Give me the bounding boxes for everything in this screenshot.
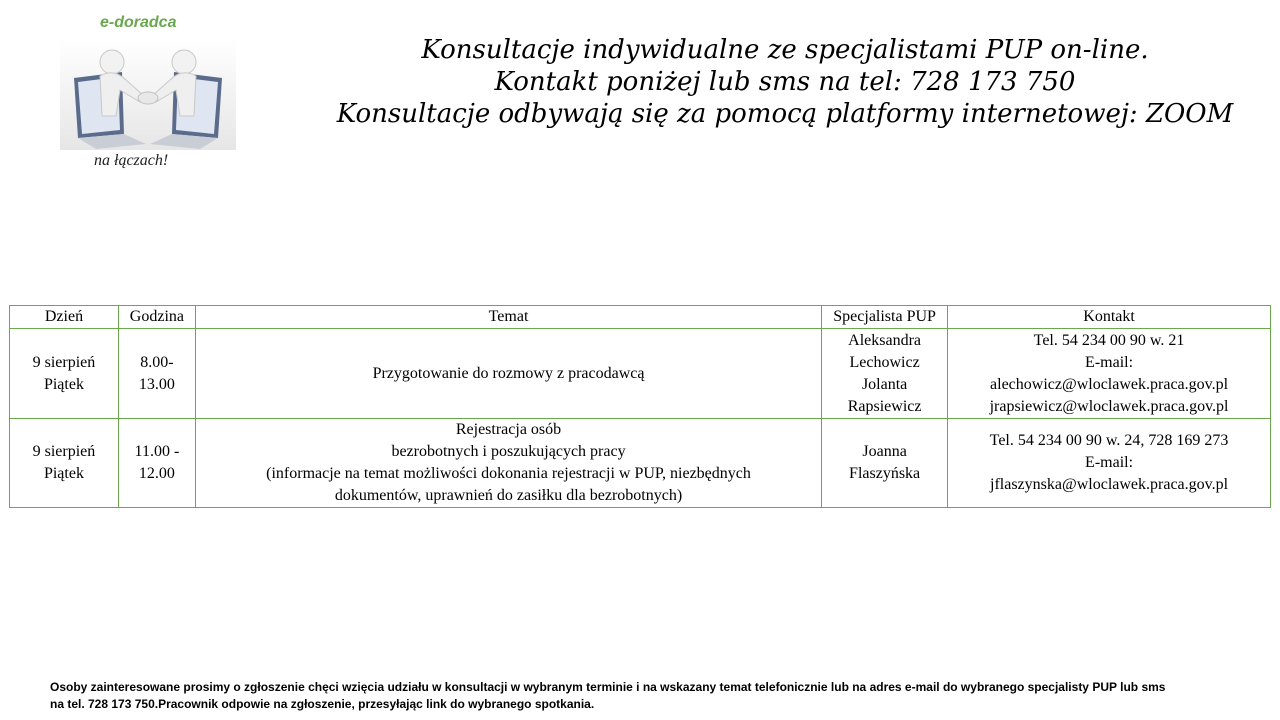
consultation-schedule-table: [9, 305, 1271, 508]
cell-specialist: [822, 329, 948, 419]
time-start: 11.00 -: [134, 443, 180, 460]
day-date: 9 sierpień: [32, 443, 96, 460]
table-row: [10, 419, 1271, 508]
logo-title: e-doradca: [100, 14, 177, 31]
footer-line-2: na tel. 728 173 750.Pracownik odpowie na zgłoszenie, przesyłając link do wybranego spotkania.: [50, 697, 595, 711]
header-day: Dzień: [10, 306, 119, 329]
header-time: Godzina: [118, 306, 195, 329]
topic-line: Rejestracja osób: [455, 421, 562, 438]
topic-line: (informacje na temat możliwości dokonania rejestracji w PUP, niezbędnych: [266, 465, 751, 482]
header-contact: Kontakt: [948, 306, 1271, 329]
cell-specialist: [822, 419, 948, 508]
cell-topic: [195, 329, 821, 419]
topic-line: dokumentów, uprawnień do zasiłku dla bezrobotnych): [334, 487, 683, 504]
day-weekday: Piątek: [43, 465, 84, 482]
contact-email-label: E-mail:: [1085, 454, 1134, 471]
cell-topic: [195, 419, 821, 508]
specialist-line: Jolanta: [861, 375, 908, 393]
specialist-line: Lechowicz: [849, 353, 920, 371]
specialist-line: Rapsiewicz: [847, 397, 922, 415]
contact-phone: Tel. 54 234 00 90 w. 21: [1033, 331, 1185, 349]
contact-phone: Tel. 54 234 00 90 w. 24, 728 169 273: [989, 432, 1229, 449]
e-doradca-logo: [58, 10, 238, 175]
contact-email: jrapsiewicz@wloclawek.praca.gov.pl: [989, 397, 1229, 415]
specialist-line: Flaszyńska: [849, 465, 921, 482]
handshake-laptops-icon: [60, 38, 236, 150]
logo-subtitle: na łączach!: [94, 152, 169, 169]
table-header-row: [10, 306, 1271, 329]
contact-email: alechowicz@wloclawek.praca.gov.pl: [990, 375, 1229, 393]
header-topic: Temat: [195, 306, 821, 329]
heading-line-2: Kontakt poniżej lub sms na tel: 728 173 750: [494, 67, 1076, 97]
topic-line: bezrobotnych i poszukujących pracy: [391, 443, 626, 460]
day-date: 9 sierpień: [32, 353, 96, 371]
topic-line: Przygotowanie do rozmowy z pracodawcą: [372, 364, 645, 382]
page-heading: [255, 34, 1280, 130]
cell-time: [118, 329, 195, 419]
footer-note: [50, 679, 1260, 713]
header-specialist: Specjalista PUP: [822, 306, 948, 329]
cell-day: [10, 419, 119, 508]
heading-line-1: Konsultacje indywidualne ze specjalistami PUP on-line.: [421, 35, 1149, 65]
cell-contact: [948, 419, 1271, 508]
time-start: 8.00-: [140, 353, 174, 371]
time-end: 13.00: [138, 375, 175, 393]
contact-email: jflaszynska@wloclawek.praca.gov.pl: [990, 476, 1229, 493]
time-end: 12.00: [138, 465, 175, 482]
footer-line-1: Osoby zainteresowane prosimy o zgłoszenie chęci wzięcia udziału w konsultacji w wybranym terminie i na wskazany temat telefonicznie lub na adres e-mail do wybranego specjalisty PUP lub sms: [50, 680, 1166, 694]
specialist-line: Aleksandra: [848, 331, 922, 349]
cell-contact: [948, 329, 1271, 419]
day-weekday: Piątek: [43, 375, 84, 393]
specialist-line: Joanna: [862, 443, 907, 460]
cell-time: [118, 419, 195, 508]
contact-email-label: E-mail:: [1085, 353, 1134, 371]
cell-day: [10, 329, 119, 419]
table-row: [10, 329, 1271, 419]
heading-line-3: Konsultacje odbywają się za pomocą platformy internetowej: ZOOM: [336, 99, 1234, 129]
